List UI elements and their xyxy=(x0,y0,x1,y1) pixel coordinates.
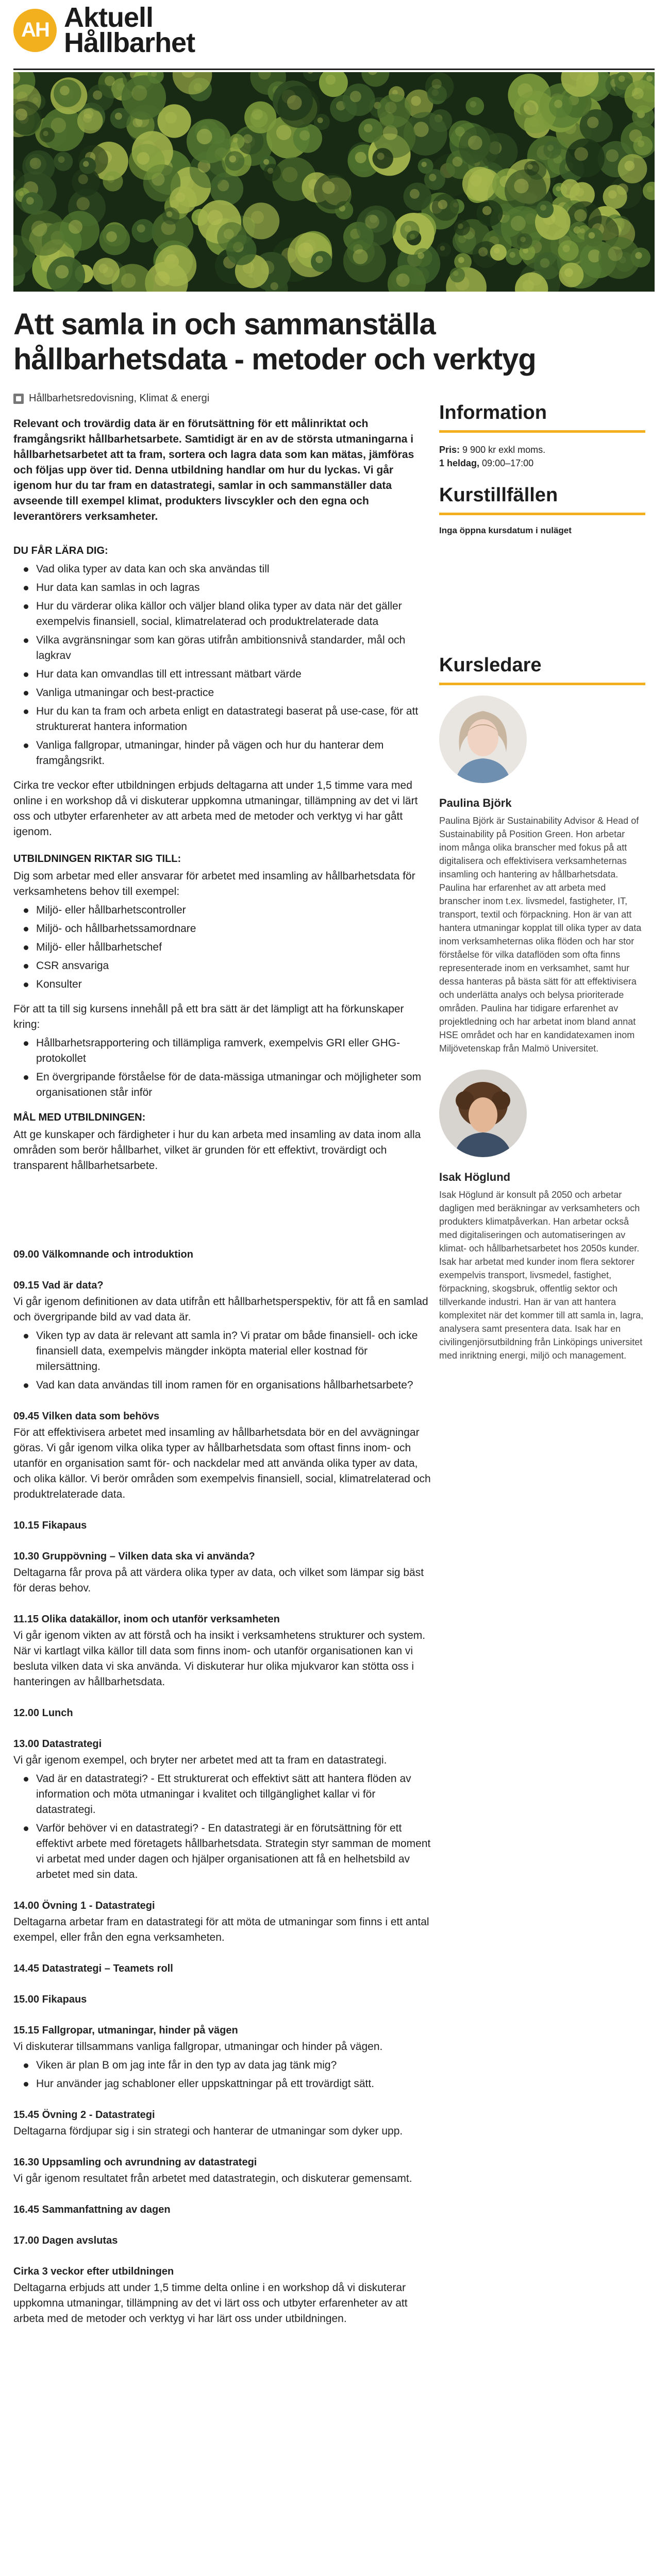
schedule-0900: 09.00 Välkomnande och introduktion xyxy=(13,1249,193,1260)
logo-wordmark xyxy=(64,2,195,58)
schedule-after: Cirka 3 veckor efter utbildningen Deltagarna erbjuds att under 1,5 timme delta online i en workshop då vi diskuterar uppkomna utmaningar, tillämpning av det vi lärt oss och utbyter erfarenheter av att arbeta med de metoder och verktyg vi har lärt oss under utbildningen. xyxy=(13,2266,408,2325)
forest-aerial-image xyxy=(13,72,655,292)
schedule-1300: 13.00 Datastrategi Vi går igenom exempel, och bryter ner arbetet med att ta fram en datastrategi. Vad är en datastrategi? - Ett strukturerat och effektivt sätt att hantera flöden av information och möta utmaningar i kvalitet och tillgänglighet kallar vi för datastrategi. Varför behöver vi en datastrategi? - En datastrategi är en förutsättning för ett effektivt arbete med företagets hållbarhetsdata. Strategin styr samman de moment vi arbetat med under dagen och hjälper organisationen att få en helhetsbild av arbetet med sin data. xyxy=(13,1736,431,1883)
list-item: Varför behöver vi en datastrategi? - En datastrategi är en förutsättning för ett effektivt arbete med företagets hållbarhetsdata. Strategin styr samman de moment vi arbetat med under dagen och hjälper organisationen att få en helhetsbild av arbetet med sin data. xyxy=(13,1821,431,1883)
avatar xyxy=(439,696,527,783)
learn-heading: DU FÅR LÄRA DIG: xyxy=(13,545,108,556)
schedule-1200: 12.00 Lunch xyxy=(13,1707,73,1719)
list-item: En övergripande förståelse för de data-mässiga utmaningar och möjligheter som organisationen står inför xyxy=(13,1070,431,1100)
logo-line-2: Hållbarhet xyxy=(64,27,195,58)
avatar xyxy=(439,1070,527,1157)
list-item: Hållbarhetsrapportering och tillämpliga ramverk, exempelvis GRI eller GHG-protokollet xyxy=(13,1036,431,1066)
list-item: Miljö- eller hållbarhetschef xyxy=(13,940,431,955)
list-item: Hur du kan ta fram och arbeta enligt en datastrategi baserat på use-case, för att strukturerat hantera information xyxy=(13,704,431,735)
list-item: Viken typ av data är relevant att samla in? Vi pratar om både finansiell- och icke finansiell data, exempelvis mängder inköpta material eller kostnad för milersättning. xyxy=(13,1328,431,1375)
schedule-1515: 15.15 Fallgropar, utmaningar, hinder på vägen Vi diskuterar tillsammans vanliga fallgropar, utmaningar och hinder på vägen. Viken är plan B om jag inte får in den typ av data jag tänk mig? Hur använder jag schabloner eller uppskattningar på ett trovärdigt sätt. xyxy=(13,2023,431,2092)
list-item: Hur data kan samlas in och lagras xyxy=(13,580,431,596)
schedule-1545: 15.45 Övning 2 - Datastrategi Deltagarna fördjupar sig i sin strategi och hanterar de utmaningar som dyker upp. xyxy=(13,2109,403,2137)
hero-image xyxy=(13,72,655,292)
site-header xyxy=(13,3,655,70)
leader-isak xyxy=(439,1070,645,1362)
workshop-text: Cirka tre veckor efter utbildningen erbjuds deltagarna att under 1,5 timme vara med online i en workshop då vi diskuterar uppkomna utmaningar, tillämpning av det vi lärt oss och utbyter erfarenheter av att arbeta med de metoder och verktyg vi har gått igenom. xyxy=(13,779,418,838)
site-logo[interactable] xyxy=(13,2,195,58)
list-item: Viken är plan B om jag inte får in den typ av data jag tänk mig? xyxy=(13,2058,431,2073)
list-item: CSR ansvariga xyxy=(13,958,431,974)
category-links[interactable]: Hållbarhetsredovisning, Klimat & energi xyxy=(29,393,210,404)
list-item: Vanliga fallgropar, utmaningar, hinder på vägen och hur du hanterar dem framgångsrikt. xyxy=(13,738,431,769)
list-item: Hur data kan omvandlas till ett intressant mätbart värde xyxy=(13,667,431,682)
target-list xyxy=(13,903,431,992)
price-line: Pris: 9 900 kr exkl moms. xyxy=(439,445,546,455)
schedule-1115: 11.15 Olika datakällor, inom och utanför verksamheten Vi går igenom vikten av att förstå och ha insikt i verksamhetens strukturer och system. När vi kartlagt vilka källor till data som finns inom- och utanför organisationen kan vi besluta vilken data vi ska använda. Vi diskuterar hur olika mjukvaror kan stötta oss i hanteringen av hållbarhetsdata. xyxy=(13,1614,426,1688)
schedule-1700: 17.00 Dagen avslutas xyxy=(13,2235,118,2246)
suited-intro: För att ta till sig kursens innehåll på ett bra sätt är det lämpligt att ha förkunskaper kring: xyxy=(13,1003,404,1030)
leader-name: Paulina Björk xyxy=(439,796,512,809)
list-item: Miljö- och hållbarhetssamordnare xyxy=(13,921,431,937)
schedule-1030: 10.30 Gruppövning – Vilken data ska vi använda? Deltagarna får prova på att värdera olika typer av data, och vilket som lämpar sig bäst för deras behov. xyxy=(13,1551,424,1594)
list-item: Vad är en datastrategi? - Ett strukturerat och effektivt sätt att hantera flöden av information och möta utmaningar i kvalitet och tillgänglighet kallar vi för datastrategi. xyxy=(13,1771,431,1818)
dates-heading: Kurstillfällen xyxy=(439,484,645,515)
schedule-1400: 14.00 Övning 1 - Datastrategi Deltagarna arbetar fram en datastrategi för att möta de utmaningar som finns i ett antal exempel, eller från den egna verksamheten. xyxy=(13,1900,429,1943)
goal-heading: MÅL MED UTBILDNINGEN: xyxy=(13,1112,146,1123)
goal-text: Att ge kunskaper och färdigheter i hur du kan arbeta med insamling av data inom alla områden som berör hållbarhet, vilket är grunden för ett effektivt, trovärdigt och transparent hållbarhetsarbete. xyxy=(13,1129,421,1172)
leaders-heading: Kursledare xyxy=(439,654,645,685)
leader-bio: Paulina Björk är Sustainability Advisor & Head of Sustainability på Position Green. Hon arbetar inom många olika branscher med fokus på att digitalisera och effektivisera verksamheternas insamling och hantering av hållbarhetsdata. Paulina har erfarenhet av att arbeta med branscher inom t.ex. livsmedel, fastigheter, IT, transport, textil och förpackning. Hon är van att hantera utmaningar kopplat till olika typer av data inom verksamheternas olika flöden och har stor förståelse för vilka dataflöden som ofta finns representerade inom en verksamhet, samt hur dessa hanteras på bästa sätt för att effektivisera och underlätta analys och belysa prioriterade områden. Paulina har tidigare erfarenhet av projektledning och har arbetat inom bland annat HSE området och har en kandidatexamen inom Miljövetenskap från Malmö Universitet. xyxy=(439,816,642,1054)
schedule-1630: 16.30 Uppsamling och avrundning av datastrategi Vi går igenom resultatet från arbetet med datastrategin, och diskuterar gemensamt. xyxy=(13,2157,412,2184)
schedule-1500: 15.00 Fikapaus xyxy=(13,1994,87,2005)
info-heading: Information xyxy=(439,402,645,433)
list-item: Miljö- eller hållbarhetscontroller xyxy=(13,903,431,918)
article-body xyxy=(13,416,431,2342)
schedule-0945: 09.45 Vilken data som behövs För att effektivisera arbetet med insamling av hållbarhetsdata bör en del avvägningar göras. Vi går igenom vilka olika typer av hållbarhetsdata som oftast finns inom- och utanför en organisation samt för- och nackdelar med att använda olika typer av data, och olika källor. Vi berör områden som exempelvis finansiell, social, klimatrelaterad och produktrelaterade data. xyxy=(13,1411,431,1500)
sidebar xyxy=(439,402,645,1377)
target-intro: Dig som arbetar med eller ansvarar för arbetet med insamling av hållbarhetsdata för verksamhetens behov till exempel: xyxy=(13,870,415,897)
suited-list xyxy=(13,1036,431,1100)
page-title: Att samla in och sammanställa hållbarhetsdata - metoder och verktyg xyxy=(13,308,536,376)
logo-mark: AH xyxy=(13,9,57,52)
list-item: Konsulter xyxy=(13,977,431,992)
list-item: Vilka avgränsningar som kan göras utifrån ambitionsnivå standarder, mål och lagkrav xyxy=(13,633,431,664)
duration-line: 1 heldag, 09:00–17:00 xyxy=(439,458,534,468)
learn-list xyxy=(13,562,431,769)
list-item: Hur använder jag schabloner eller uppskattningar på ett trovärdigt sätt. xyxy=(13,2076,431,2092)
article-intro: Relevant och trovärdig data är en förutsättning för ett målinriktat och framgångsrikt hållbarhetsarbete. Samtidigt är en av de största utmaningarna i hållbarhetsarbetet att ta fram, sortera och lagra data som kan mätas, jämföras och följas upp över tid. Denna utbildning handlar om hur du lyckas. Vi går igenom hur du tar fram en datastrategi, samlar in och sammanställer data avseende till exempel klimat, produkters livscykler och den egna och leverantörers verksamheter. xyxy=(13,418,414,522)
schedule-1445: 14.45 Datastrategi – Teamets roll xyxy=(13,1963,173,1974)
dates-note: Inga öppna kursdatum i nuläget xyxy=(439,526,572,535)
leader-bio: Isak Höglund är konsult på 2050 och arbetar dagligen med beräkningar av verksamheters och produkters klimatpåverkan. Han arbetar också med digitaliseringen och automatiseringen av klimat- och hållbarhetsarbetet hos 2050s kunder. Isak har arbetat med kunder inom flera sektorer exempelvis transport, livsmedel, fastighet, förpackning, skogsbruk, offentlig sektor och tillverkande industri. Han är van att hantera komplexitet när det kommer till att samla in, lagra, analysera samt presentera data. Isak har en civilingenjörsutbildning från Linköpings universitet med inriktning energi, miljö och management. xyxy=(439,1190,644,1361)
schedule-1645: 16.45 Sammanfattning av dagen xyxy=(13,2204,171,2215)
category-tag-icon xyxy=(13,394,24,404)
leader-name: Isak Höglund xyxy=(439,1171,511,1183)
list-item: Vanliga utmaningar och best-practice xyxy=(13,685,431,701)
list-item: Hur du värderar olika källor och väljer bland olika typer av data när det gäller exempelvis finansiell, social, klimatrelaterad och produktrelaterade data xyxy=(13,599,431,630)
target-heading: UTBILDNINGEN RIKTAR SIG TILL: xyxy=(13,853,181,865)
schedule-0915: 09.15 Vad är data? Vi går igenom definitionen av data utifrån ett hållbarhetsperspektiv, för att få en samlad och övergripande bild av vad data är. Viken typ av data är relevant att samla in? Vi pratar om både finansiell- och icke finansiell data, exempelvis mängder inköpta material eller kostnad för milersättning. Vad kan data användas till inom ramen för en organisations hållbarhetsarbete? xyxy=(13,1278,431,1393)
logo-line-1: Aktuell xyxy=(64,2,154,33)
schedule-1015: 10.15 Fikapaus xyxy=(13,1520,87,1531)
category-line xyxy=(13,393,209,404)
list-item: Vad olika typer av data kan och ska användas till xyxy=(13,562,431,577)
leader-paulina xyxy=(439,696,645,1055)
list-item: Vad kan data användas till inom ramen för en organisations hållbarhetsarbete? xyxy=(13,1378,431,1393)
